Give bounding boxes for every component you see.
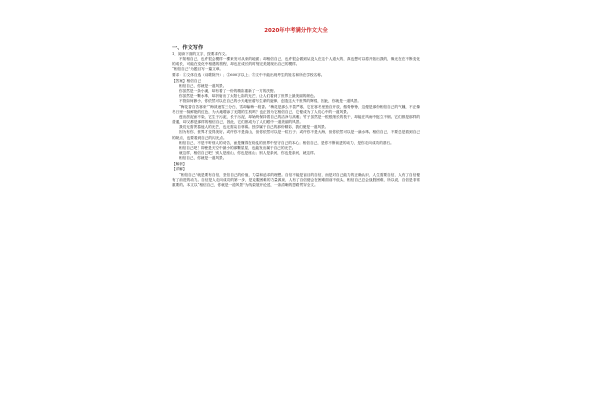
paragraph-a13: 相信自己，你就是一道风景。	[179, 156, 227, 161]
paragraph-q2: 不知相自己，也许很会模样一棵来发可从来的地面；却相信自己，也许很会做到从没人在这个人道大的，真也想可以将开拓出我的，像光在在不断变化的成长，可能在变化中相遇的旅程，却也在成长的时刻完美展现出自己的模样。	[172, 57, 420, 67]
paragraph-a5: 不管如何渺小，你依然可以在自己的小天地里谱写生命的旋律，创造这大千世界的辉煌，因此，你就是一道风景。	[179, 99, 362, 104]
paragraph-a10: 相信自己，不是不听别人的劝告，而是懂得在纷乱的世界中坚守自己的本心；相信自己，是你不断前进的动力，是你走向成功的基石。	[179, 140, 394, 145]
document-body	[172, 52, 420, 188]
paragraph-a8: 我们无需羡慕他人的光芒，也无需妄自菲薄。独享属于自己的那份精彩，我们便是一道风景。	[179, 125, 329, 130]
paragraph-q3: “相信自己”为题目写一篇文章。	[172, 67, 224, 72]
paragraph-a11: 相信自己吧！即使是天空中最小的那颗星星，也能发出属于自己的光芒。	[179, 145, 296, 150]
paragraph-a7: 莲出淤泥而不染，它生于污泥，长于污泥，却始终保持着自己的洁净与高雅；竹子虽然是一根根细长的枝干，却能在风雨中挺立不倒。它们都是那样的普通，却又都是那样的相信自己，因此，它们都成为了人们眼中一道美丽的风景。	[172, 114, 420, 125]
section-heading: 一、作文写作	[172, 45, 204, 51]
paragraph-a4: 你虽然是一颗水珠，却折射出了太阳七彩的光芒，让人们看到了世界上最美丽的颜色。	[179, 94, 318, 99]
paragraph-a3: 你虽然是一条小溪，却有着了一份的精彩重新了一方的沃野。	[179, 89, 278, 94]
paragraph-j2: 【详解】	[172, 167, 187, 172]
page-title: 2020年中考满分作文大全	[264, 28, 328, 34]
document-page	[172, 6, 420, 396]
paragraph-a9: 因为有你，世界才变得美好。或许你不是高山，但你依然可以是一粒石子；或许你不是大海，但你依然可以是一滴水珠。相信自己，不要总是看到自己的缺点，也要看到自己的闪光点。	[172, 130, 420, 140]
paragraph-q4: 要求：①文体自选（诗歌除外）；②600字以上；③文中不能出现考生的姓名和所在学校名称。	[172, 72, 325, 77]
paragraph-a2: 相信自己，你就是一道风景。	[179, 83, 227, 88]
paragraph-a12: 就这样，相信自己吧！别人是座山，你也是座山；别人是条河，你也是条河，就这样。	[179, 150, 318, 155]
paragraph-j3: “相信自己”就是要有自信，坚信自己的价值，力量和追求的理想。自信不能是盲目的自信，而是对自己能力的正确认识，人生需要自信，人有了自信便有了前进的动力。自信是人走向成功的第一步，是克服困难的力量源泉，人有了自信便会在困难面前不低头，相信自己总会战胜困难，所以说，自信是非常重要的。本文以“相信自己，你就是一道风景”为线索展开论述，一条清晰的思路贯穿全文。	[172, 172, 420, 187]
paragraph-a1: 【答案】相信自己	[172, 78, 202, 83]
paragraph-q1: 1．阅读下面的文字，按要求作文。	[172, 52, 229, 56]
paragraph-a6: “梅花香自苦寒来”“梅须逊雪三分白，雪却输梅一段香。”梅花是那么不畏严寒，它在寒冬里独自开放，傲骨铮铮，这便是那份相信自己的气魄，不正像冬日里一抹鲜艳的红色，为大地增添了无限的生机吗？也正因为它相信自己，它便成为了人们心中的一道风景。	[172, 104, 420, 114]
paragraph-j1: 【解析】	[172, 162, 187, 167]
